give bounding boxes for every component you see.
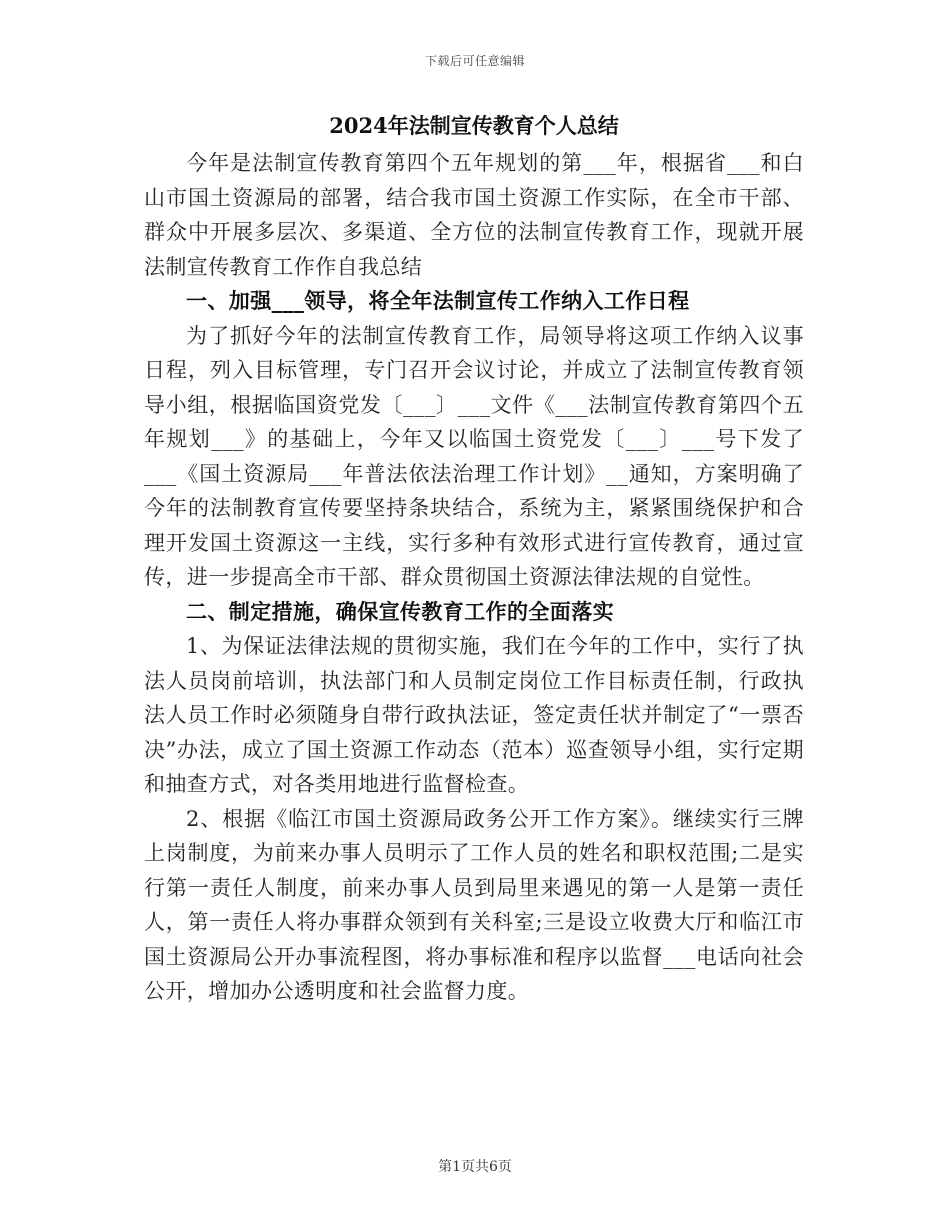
section-2-heading: 二、制定措施，确保宣传教育工作的全面落实 [186,598,614,624]
document-body [144,110,804,1009]
header-note: 下载后可任意编辑 [424,54,525,68]
section-2-item-1: 1、为保证法律法规的贯彻实施，我们在今年的工作中，实行了执法人员岗前培训，执法部门和人员制定岗位工作目标责任制，行政执法人员工作时必须随身自带行政执法证，签定责任状并制定了“一票否决”办法，成立了国土资源工作动态（范本）巡查领导小组，实行定期和抽查方式，对各类用地进行监督检查。 [144,634,804,796]
section-1-heading: 一、加强___领导，将全年法制宣传工作纳入工作日程 [186,288,690,313]
page-footer: 第1页共6页 [438,1159,512,1175]
section-2-item-2: 2、根据《临江市国土资源局政务公开工作方案》。继续实行三牌上岗制度，为前来办事人员明示了工作人员的姓名和职权范围;二是实行第一责任人制度，前来办事人员到局里来遇见的第一人是第一责任人，第一责任人将办事群众领到有关科室;三是设立收费大厅和临江市国土资源局公开办事流程图，将办事标准和程序以监督___电话向社会公开，增加办公透明度和社会监督力度。 [144,806,804,1003]
section-1-paragraph: 为了抓好今年的法制宣传教育工作，局领导将这项工作纳入议事日程，列入目标管理，专门召开会议讨论，并成立了法制宣传教育领导小组，根据临国资党发〔___〕___文件《___法制宣传教育第四个五年规划___》的基础上，今年又以临国土资党发〔___〕___号下发了___《国土资源局___年普法依法治理工作计划》__通知，方案明确了今年的法制教育宣传要坚持条块结合，系统为主，紧紧围绕保护和合理开发国土资源这一主线，实行多种有效形式进行宣传教育，通过宣传，进一步提高全市干部、群众贯彻国土资源法律法规的自觉性。 [144,323,804,589]
document-title: 2024年法制宣传教育个人总结 [329,113,619,138]
intro-paragraph: 今年是法制宣传教育第四个五年规划的第___年，根据省___和白山市国土资源局的部署，结合我市国土资源工作实际，在全市干部、群众中开展多层次、多渠道、全方位的法制宣传教育工作，现就开展法制宣传教育工作作自我总结 [144,151,804,279]
